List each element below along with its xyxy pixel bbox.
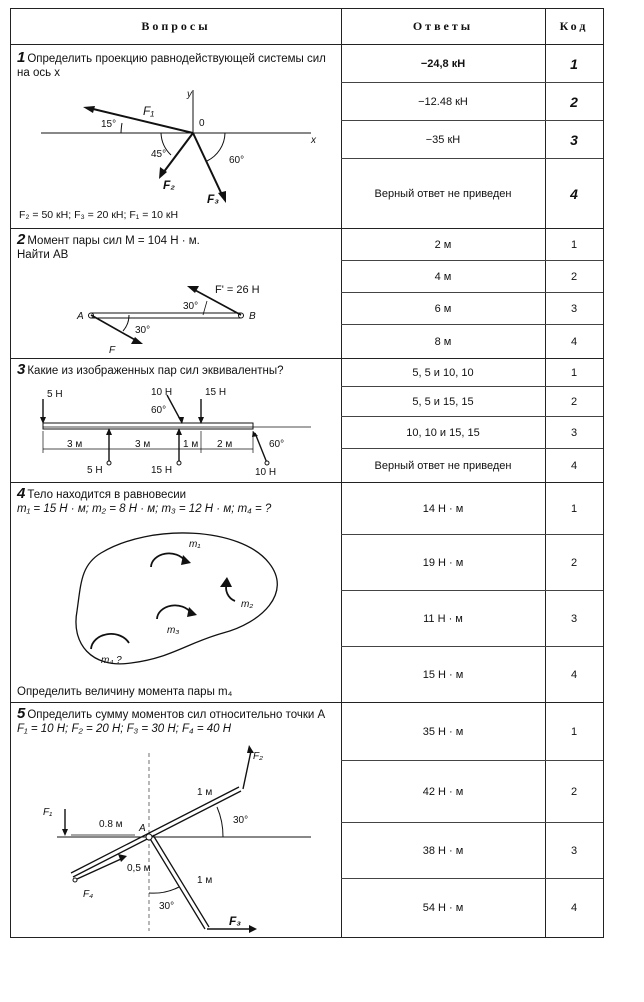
svg-text:30°: 30° <box>159 901 175 912</box>
q4-answer-2[interactable]: 19 Н · м <box>341 535 545 591</box>
svg-text:60°: 60° <box>229 155 245 166</box>
q3-answer-1[interactable]: 5, 5 и 10, 10 <box>341 359 545 387</box>
svg-text:0: 0 <box>199 118 205 129</box>
q1-answer-3[interactable]: −35 кН <box>341 121 545 159</box>
q4-answer-4[interactable]: 15 Н · м <box>341 647 545 703</box>
svg-text:F' = 26 Н: F' = 26 Н <box>215 284 260 296</box>
q5-answer-3[interactable]: 38 Н · м <box>341 823 545 879</box>
svg-text:F₂: F₂ <box>253 751 263 762</box>
svg-text:30°: 30° <box>183 301 199 312</box>
question-4 <box>11 483 341 703</box>
question-2-diagram <box>11 229 341 359</box>
svg-text:0,5 м: 0,5 м <box>127 863 151 874</box>
q1-code-2: 2 <box>545 83 603 121</box>
q3-answer-3[interactable]: 10, 10 и 15, 15 <box>341 417 545 449</box>
svg-text:5 Н: 5 Н <box>47 389 63 400</box>
question-1-given: F₂ = 50 кН; F₃ = 20 кН; F₁ = 10 кН <box>19 209 179 221</box>
svg-text:F₁: F₁ <box>43 807 53 818</box>
q2-code-2: 2 <box>545 261 603 293</box>
svg-text:B: B <box>249 311 256 322</box>
q1-code-3: 3 <box>545 121 603 159</box>
svg-text:F₂: F₂ <box>163 178 175 192</box>
q5-code-1: 1 <box>545 703 603 761</box>
svg-text:1 м: 1 м <box>197 787 213 798</box>
svg-text:2 м: 2 м <box>217 439 233 450</box>
q3-code-3: 3 <box>545 417 603 449</box>
q2-code-1: 1 <box>545 229 603 261</box>
q2-answer-2[interactable]: 4 м <box>341 261 545 293</box>
test-table <box>10 8 604 938</box>
q1-answer-2[interactable]: −12.48 кН <box>341 83 545 121</box>
question-2 <box>11 229 341 359</box>
question-3 <box>11 359 341 483</box>
q3-answer-4[interactable]: Верный ответ не приведен <box>341 449 545 483</box>
q5-answer-4[interactable]: 54 Н · м <box>422 902 464 914</box>
svg-text:60°: 60° <box>151 405 167 416</box>
question-1-text: 1 Определить проекцию равнодействующей системы сил на ось x <box>17 49 326 79</box>
svg-text:F₄: F₄ <box>83 889 94 900</box>
q1-answer-4[interactable]: Верный ответ не приведен <box>341 159 545 229</box>
question-4-footer: Определить величину момента пары m₄ <box>17 686 233 698</box>
svg-text:30°: 30° <box>135 325 151 336</box>
svg-text:5 Н: 5 Н <box>87 465 103 476</box>
q3-code-4: 4 <box>545 449 603 483</box>
svg-text:m₃: m₃ <box>167 625 180 636</box>
question-4-text: 4 Тело находится в равновесии m₁ = 15 Н · м; m₂ = 8 Н · м; m₃ = 12 Н · м; m₄ = ? <box>17 485 272 515</box>
q4-code-4: 4 <box>545 647 603 703</box>
svg-text:60°: 60° <box>269 439 285 450</box>
svg-text:30°: 30° <box>233 815 249 826</box>
svg-text:A: A <box>77 311 84 322</box>
svg-text:10 Н: 10 Н <box>151 387 173 398</box>
svg-text:A: A <box>139 823 146 834</box>
svg-text:F₁: F₁ <box>143 104 155 118</box>
svg-text:F: F <box>109 345 116 356</box>
svg-text:1 м: 1 м <box>197 875 213 886</box>
svg-text:0.8 м: 0.8 м <box>99 819 123 830</box>
header-questions: Вопросы <box>11 9 341 45</box>
question-2-text: 2 Момент пары сил M = 104 Н · м. Найти AB <box>17 231 200 261</box>
q2-answer-4[interactable]: 8 м <box>341 325 545 359</box>
question-5-text: 5 Определить сумму моментов сил относительно точки A F₁ = 10 Н; F₂ = 20 Н; F₃ = 30 Н; F₄ = 40 Н <box>17 705 326 735</box>
svg-text:m₁: m₁ <box>189 539 201 550</box>
svg-text:1 м: 1 м <box>183 439 199 450</box>
q4-code-3: 3 <box>545 591 603 647</box>
question-3-diagram <box>11 359 341 483</box>
q4-code-1: 1 <box>545 483 603 535</box>
svg-text:m₄ ?: m₄ ? <box>101 655 122 666</box>
q1-code-1: 1 <box>545 45 603 83</box>
q2-answer-3[interactable]: 6 м <box>341 293 545 325</box>
q4-answer-1[interactable]: 14 Н · м <box>341 483 545 535</box>
svg-text:y: y <box>187 89 192 100</box>
svg-text:3 м: 3 м <box>135 439 151 450</box>
q3-code-1: 1 <box>545 359 603 387</box>
svg-text:15°: 15° <box>101 119 117 130</box>
q5-code-4: 4 <box>570 902 578 914</box>
q1-answer-1[interactable]: −24,8 кН <box>341 45 545 83</box>
q2-code-3: 3 <box>545 293 603 325</box>
svg-text:3 м: 3 м <box>67 439 83 450</box>
svg-text:15 Н: 15 Н <box>205 387 227 398</box>
svg-text:15 Н: 15 Н <box>151 465 173 476</box>
header-answers: Ответы <box>341 9 545 45</box>
q3-answer-2[interactable]: 5, 5 и 15, 15 <box>341 387 545 417</box>
question-5-diagram <box>11 703 341 939</box>
q5-code-2: 2 <box>545 761 603 823</box>
question-3-text: 3 Какие из изображенных пар сил эквивалентны? <box>17 361 284 378</box>
q5-answer-2[interactable]: 42 Н · м <box>341 761 545 823</box>
q4-code-2: 2 <box>545 535 603 591</box>
svg-text:x: x <box>311 135 316 146</box>
q5-answer-1[interactable]: 35 Н · м <box>341 703 545 761</box>
q2-answer-1[interactable]: 2 м <box>341 229 545 261</box>
svg-text:m₂: m₂ <box>241 599 254 610</box>
question-1 <box>11 45 341 229</box>
svg-text:F₃: F₃ <box>229 914 241 928</box>
question-5 <box>11 703 341 939</box>
q2-code-4: 4 <box>545 325 603 359</box>
header-code: Код <box>545 9 603 45</box>
svg-text:F₃: F₃ <box>207 192 219 206</box>
q1-code-4: 4 <box>545 159 603 229</box>
q4-answer-3[interactable]: 11 Н · м <box>341 591 545 647</box>
question-4-diagram <box>11 483 341 703</box>
q5-code-3: 3 <box>545 823 603 879</box>
question-1-diagram <box>11 45 341 229</box>
svg-text:45°: 45° <box>151 149 167 160</box>
q3-code-2: 2 <box>545 387 603 417</box>
svg-text:10 Н: 10 Н <box>255 467 277 478</box>
